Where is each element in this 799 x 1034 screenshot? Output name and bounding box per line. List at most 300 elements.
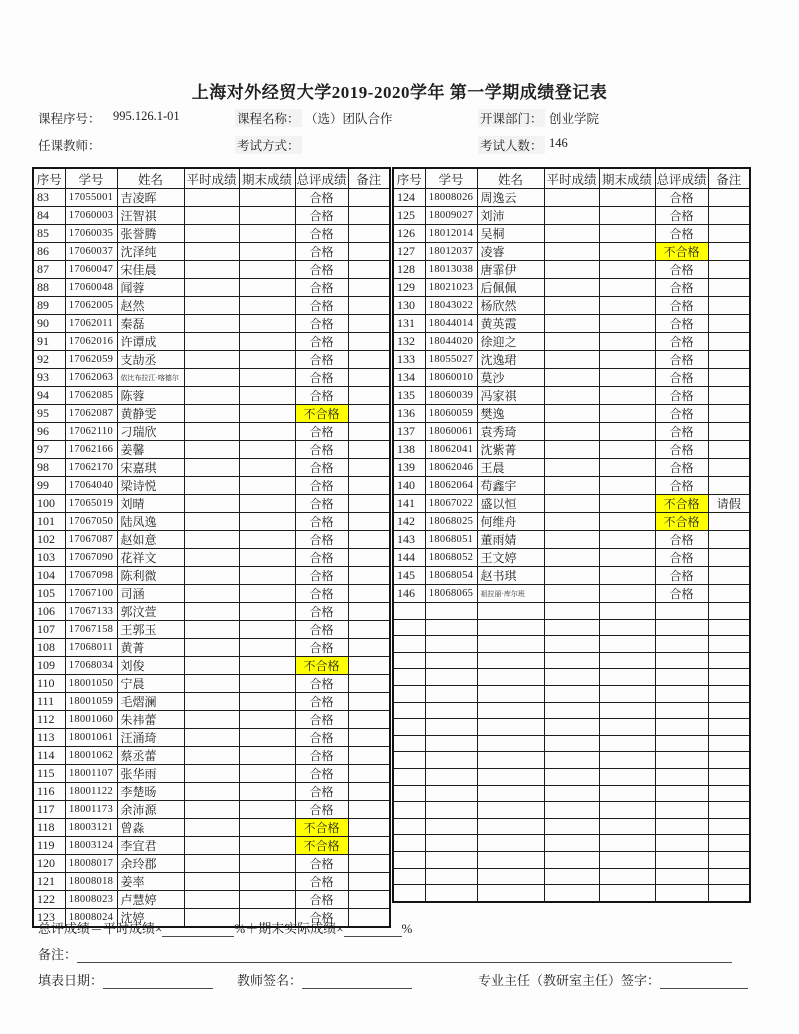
final-exam-score xyxy=(239,351,295,369)
note xyxy=(348,693,390,711)
row-no: 146 xyxy=(393,585,425,603)
student-id: 17067133 xyxy=(65,603,117,621)
student-name: 陈蓉 xyxy=(117,387,184,405)
regular-score xyxy=(184,351,239,369)
student-name: 卢慧婷 xyxy=(117,891,184,909)
table-row xyxy=(393,685,750,702)
row-no: 111 xyxy=(33,693,65,711)
student-name xyxy=(477,669,544,686)
regular-score xyxy=(544,802,599,819)
table-row xyxy=(393,243,750,261)
note xyxy=(708,297,750,315)
total-score: 合格 xyxy=(655,315,708,333)
final-exam-score xyxy=(599,243,655,261)
row-no: 116 xyxy=(33,783,65,801)
column-header: 期末成绩 xyxy=(599,168,655,189)
final-exam-score xyxy=(599,603,655,620)
total-score: 合格 xyxy=(655,369,708,387)
note xyxy=(348,513,390,531)
note xyxy=(348,207,390,225)
student-name xyxy=(477,851,544,868)
date-line xyxy=(38,970,213,989)
column-header: 学号 xyxy=(425,168,477,189)
student-id xyxy=(425,719,477,736)
total-score: 合格 xyxy=(295,513,348,531)
final-exam-score xyxy=(239,315,295,333)
total-score xyxy=(655,685,708,702)
student-name: 唐霏伊 xyxy=(477,261,544,279)
table-row xyxy=(393,513,750,531)
regular-score xyxy=(184,405,239,423)
student-name xyxy=(477,735,544,752)
final-exam-score xyxy=(239,639,295,657)
table-row xyxy=(393,189,750,207)
note xyxy=(348,243,390,261)
regular-score xyxy=(184,567,239,585)
regular-score xyxy=(184,531,239,549)
note xyxy=(348,783,390,801)
column-header: 总评成绩 xyxy=(655,168,708,189)
final-exam-score xyxy=(239,621,295,639)
student-id: 18068052 xyxy=(425,549,477,567)
table-row xyxy=(393,477,750,495)
table-row xyxy=(33,765,390,783)
row-no: 123 xyxy=(33,909,65,928)
student-name: 冯家祺 xyxy=(477,387,544,405)
note xyxy=(708,369,750,387)
table-row xyxy=(393,752,750,769)
final-exam-score xyxy=(239,819,295,837)
final-exam-score xyxy=(239,603,295,621)
table-row xyxy=(393,423,750,441)
note xyxy=(708,652,750,669)
regular-score xyxy=(184,477,239,495)
student-name: 赵书琪 xyxy=(477,567,544,585)
student-id xyxy=(425,636,477,653)
final-exam-score xyxy=(599,297,655,315)
regular-score xyxy=(184,189,239,207)
row-no xyxy=(393,719,425,736)
student-id: 18067022 xyxy=(425,495,477,513)
student-id: 18012037 xyxy=(425,243,477,261)
student-name: 黄英霞 xyxy=(477,315,544,333)
student-id: 18055027 xyxy=(425,351,477,369)
total-score xyxy=(655,719,708,736)
student-id: 18001060 xyxy=(65,711,117,729)
student-name: 杨欣然 xyxy=(477,297,544,315)
student-id: 18068025 xyxy=(425,513,477,531)
note xyxy=(708,603,750,620)
note xyxy=(708,685,750,702)
note xyxy=(708,459,750,477)
total-score: 合格 xyxy=(655,333,708,351)
final-exam-score xyxy=(599,585,655,603)
regular-score xyxy=(184,891,239,909)
table-row xyxy=(393,549,750,567)
final-exam-score xyxy=(239,693,295,711)
final-exam-score xyxy=(239,297,295,315)
student-id: 17062005 xyxy=(65,297,117,315)
note xyxy=(708,885,750,902)
note xyxy=(348,225,390,243)
table-row xyxy=(393,279,750,297)
row-no: 106 xyxy=(33,603,65,621)
regular-score xyxy=(544,735,599,752)
table-row xyxy=(393,652,750,669)
row-no: 114 xyxy=(33,747,65,765)
student-name: 蔡丞蕾 xyxy=(117,747,184,765)
regular-score xyxy=(544,585,599,603)
row-no: 144 xyxy=(393,549,425,567)
note xyxy=(348,405,390,423)
note xyxy=(348,765,390,783)
final-exam-score xyxy=(599,802,655,819)
final-exam-score xyxy=(599,636,655,653)
table-row xyxy=(33,423,390,441)
final-exam-score xyxy=(239,387,295,405)
table-row xyxy=(393,387,750,405)
student-name xyxy=(477,768,544,785)
regular-score xyxy=(544,243,599,261)
row-no xyxy=(393,669,425,686)
student-name xyxy=(477,636,544,653)
regular-score xyxy=(544,549,599,567)
note xyxy=(708,225,750,243)
regular-score xyxy=(544,225,599,243)
total-score: 合格 xyxy=(295,693,348,711)
note xyxy=(708,719,750,736)
director-sign-label: 专业主任（教研室主任）签字： xyxy=(478,973,661,988)
note xyxy=(348,315,390,333)
exam-count-label: 考试人数： xyxy=(478,136,545,154)
student-name: 姜馨 xyxy=(117,441,184,459)
table-row xyxy=(33,207,390,225)
course-no-value: 995.126.1-01 xyxy=(113,109,180,123)
formula-text: 总评成绩＝平时成绩× xyxy=(38,921,163,936)
table-row xyxy=(393,851,750,868)
note xyxy=(708,279,750,297)
table-row xyxy=(393,351,750,369)
student-id: 18062041 xyxy=(425,441,477,459)
note xyxy=(348,531,390,549)
table-row xyxy=(393,225,750,243)
total-score: 合格 xyxy=(655,207,708,225)
note xyxy=(348,495,390,513)
total-score xyxy=(655,702,708,719)
final-exam-score xyxy=(599,333,655,351)
row-no: 142 xyxy=(393,513,425,531)
table-row xyxy=(393,636,750,653)
table-row xyxy=(33,297,390,315)
table-row xyxy=(393,585,750,603)
regular-score xyxy=(544,531,599,549)
row-no: 91 xyxy=(33,333,65,351)
regular-score xyxy=(544,652,599,669)
grade-formula xyxy=(38,918,412,937)
student-id xyxy=(425,885,477,902)
teacher-sign-label: 教师签名： xyxy=(237,973,303,988)
row-no xyxy=(393,768,425,785)
regular-score xyxy=(544,495,599,513)
table-row xyxy=(393,818,750,835)
row-no: 102 xyxy=(33,531,65,549)
regular-score xyxy=(184,279,239,297)
row-no xyxy=(393,636,425,653)
note xyxy=(708,669,750,686)
regular-score xyxy=(544,818,599,835)
date-label: 填表日期： xyxy=(38,973,104,988)
grades-table-right xyxy=(392,167,751,903)
note xyxy=(348,459,390,477)
column-header: 序号 xyxy=(33,168,65,189)
regular-score xyxy=(184,369,239,387)
total-score: 合格 xyxy=(295,459,348,477)
table-row xyxy=(33,837,390,855)
row-no: 95 xyxy=(33,405,65,423)
total-score: 合格 xyxy=(655,441,708,459)
total-score: 合格 xyxy=(295,243,348,261)
final-exam-score xyxy=(599,477,655,495)
column-header: 学号 xyxy=(65,168,117,189)
table-row xyxy=(33,783,390,801)
column-header: 平时成绩 xyxy=(184,168,239,189)
page-title: 上海对外经贸大学2019-2020学年 第一学期成绩登记表 xyxy=(191,83,608,102)
student-name: 王文婷 xyxy=(477,549,544,567)
student-name: 祖拉丽·库尔班 xyxy=(477,585,544,603)
final-exam-score xyxy=(239,675,295,693)
final-exam-score xyxy=(599,818,655,835)
student-id: 18012014 xyxy=(425,225,477,243)
student-name xyxy=(477,802,544,819)
note xyxy=(348,873,390,891)
note xyxy=(708,818,750,835)
student-name: 赵如意 xyxy=(117,531,184,549)
formula-text: ＋期末实际成绩× xyxy=(245,921,344,936)
final-exam-score xyxy=(599,868,655,885)
student-name: 宋佳晨 xyxy=(117,261,184,279)
final-exam-score xyxy=(599,531,655,549)
total-score xyxy=(655,885,708,902)
total-score: 不合格 xyxy=(655,243,708,261)
table-row xyxy=(393,441,750,459)
student-name: 郭汶萱 xyxy=(117,603,184,621)
student-id: 17062166 xyxy=(65,441,117,459)
table-row xyxy=(393,603,750,620)
total-score xyxy=(655,619,708,636)
student-id: 17062059 xyxy=(65,351,117,369)
final-exam-score xyxy=(239,585,295,603)
student-name: 刘晴 xyxy=(117,495,184,513)
table-row xyxy=(393,619,750,636)
note xyxy=(708,477,750,495)
student-name: 梁诗悦 xyxy=(117,477,184,495)
note xyxy=(348,891,390,909)
row-no xyxy=(393,735,425,752)
final-exam-score xyxy=(239,333,295,351)
student-id: 17068034 xyxy=(65,657,117,675)
total-score: 合格 xyxy=(655,189,708,207)
final-exam-score xyxy=(599,669,655,686)
student-id: 18060059 xyxy=(425,405,477,423)
total-score: 合格 xyxy=(295,711,348,729)
total-score: 合格 xyxy=(655,531,708,549)
regular-score xyxy=(184,801,239,819)
student-id: 18001107 xyxy=(65,765,117,783)
student-id: 18001062 xyxy=(65,747,117,765)
regular-score xyxy=(184,603,239,621)
table-row xyxy=(393,768,750,785)
table-row xyxy=(33,351,390,369)
table-row xyxy=(33,639,390,657)
table-row xyxy=(33,567,390,585)
student-id xyxy=(425,851,477,868)
final-exam-score xyxy=(599,405,655,423)
total-score: 合格 xyxy=(295,477,348,495)
regular-score xyxy=(184,819,239,837)
student-id: 17055001 xyxy=(65,189,117,207)
student-name: 刁瑞欣 xyxy=(117,423,184,441)
student-name: 汪智祺 xyxy=(117,207,184,225)
student-id: 18044014 xyxy=(425,315,477,333)
student-id xyxy=(425,835,477,852)
grades-table-left xyxy=(32,167,391,928)
final-exam-score xyxy=(239,891,295,909)
row-no: 103 xyxy=(33,549,65,567)
student-id: 17062016 xyxy=(65,333,117,351)
note xyxy=(708,513,750,531)
note xyxy=(348,333,390,351)
final-exam-score xyxy=(599,735,655,752)
row-no xyxy=(393,619,425,636)
note xyxy=(348,819,390,837)
row-no: 134 xyxy=(393,369,425,387)
student-id: 18001122 xyxy=(65,783,117,801)
regular-score xyxy=(184,459,239,477)
table-row xyxy=(33,693,390,711)
table-row xyxy=(393,802,750,819)
student-name xyxy=(477,885,544,902)
row-no: 108 xyxy=(33,639,65,657)
column-header: 序号 xyxy=(393,168,425,189)
student-name: 莫沙 xyxy=(477,369,544,387)
note xyxy=(348,387,390,405)
student-id: 18068065 xyxy=(425,585,477,603)
course-name-label: 课程名称： xyxy=(235,109,302,127)
total-score xyxy=(655,868,708,885)
remark-blank xyxy=(77,949,732,963)
column-header: 备注 xyxy=(348,168,390,189)
final-exam-score xyxy=(239,405,295,423)
table-row xyxy=(33,189,390,207)
student-id: 18060010 xyxy=(425,369,477,387)
total-score: 合格 xyxy=(295,675,348,693)
note xyxy=(348,837,390,855)
table-body xyxy=(393,189,750,902)
table-row xyxy=(393,835,750,852)
final-exam-score xyxy=(599,851,655,868)
row-no: 89 xyxy=(33,297,65,315)
note xyxy=(708,387,750,405)
row-no xyxy=(393,835,425,852)
total-score: 合格 xyxy=(295,387,348,405)
row-no: 107 xyxy=(33,621,65,639)
row-no: 128 xyxy=(393,261,425,279)
remark-label: 备注： xyxy=(38,947,78,962)
row-no: 115 xyxy=(33,765,65,783)
exam-method-label: 考试方式： xyxy=(235,136,302,154)
regular-score xyxy=(544,669,599,686)
table-row xyxy=(393,297,750,315)
total-score: 合格 xyxy=(655,585,708,603)
row-no: 127 xyxy=(393,243,425,261)
student-name: 樊逸 xyxy=(477,405,544,423)
total-score: 合格 xyxy=(295,585,348,603)
note: 请假 xyxy=(708,495,750,513)
table-row xyxy=(33,531,390,549)
note xyxy=(708,585,750,603)
note xyxy=(348,477,390,495)
student-id xyxy=(425,652,477,669)
table-row xyxy=(33,729,390,747)
table-row xyxy=(33,279,390,297)
total-score xyxy=(655,636,708,653)
note xyxy=(708,802,750,819)
regular-score xyxy=(544,868,599,885)
student-name: 赵然 xyxy=(117,297,184,315)
total-score: 不合格 xyxy=(295,819,348,837)
final-exam-score xyxy=(239,873,295,891)
student-id: 18003121 xyxy=(65,819,117,837)
student-id: 18044020 xyxy=(425,333,477,351)
regular-score xyxy=(544,405,599,423)
row-no xyxy=(393,702,425,719)
total-score: 合格 xyxy=(655,351,708,369)
student-name xyxy=(477,719,544,736)
table-body xyxy=(33,189,390,928)
table-row xyxy=(33,819,390,837)
director-sign-line xyxy=(478,970,748,989)
regular-score xyxy=(544,315,599,333)
note xyxy=(348,801,390,819)
table-row xyxy=(33,747,390,765)
student-id: 17060035 xyxy=(65,225,117,243)
total-score: 合格 xyxy=(655,549,708,567)
regular-score xyxy=(184,657,239,675)
table-row xyxy=(393,207,750,225)
row-no: 135 xyxy=(393,387,425,405)
row-no: 97 xyxy=(33,441,65,459)
final-exam-score xyxy=(239,495,295,513)
final-exam-score xyxy=(599,567,655,585)
total-score: 合格 xyxy=(295,729,348,747)
final-exam-score xyxy=(239,441,295,459)
final-exam-score xyxy=(599,719,655,736)
total-score: 合格 xyxy=(295,747,348,765)
final-exam-score xyxy=(239,837,295,855)
student-id: 18008018 xyxy=(65,873,117,891)
student-id: 18009027 xyxy=(425,207,477,225)
regular-score xyxy=(544,189,599,207)
note xyxy=(348,639,390,657)
regular-score xyxy=(184,333,239,351)
total-score xyxy=(655,669,708,686)
student-id: 17067098 xyxy=(65,567,117,585)
student-id: 17062087 xyxy=(65,405,117,423)
student-name: 宁晨 xyxy=(117,675,184,693)
student-name: 盛以恒 xyxy=(477,495,544,513)
student-id xyxy=(425,735,477,752)
regular-score xyxy=(184,261,239,279)
